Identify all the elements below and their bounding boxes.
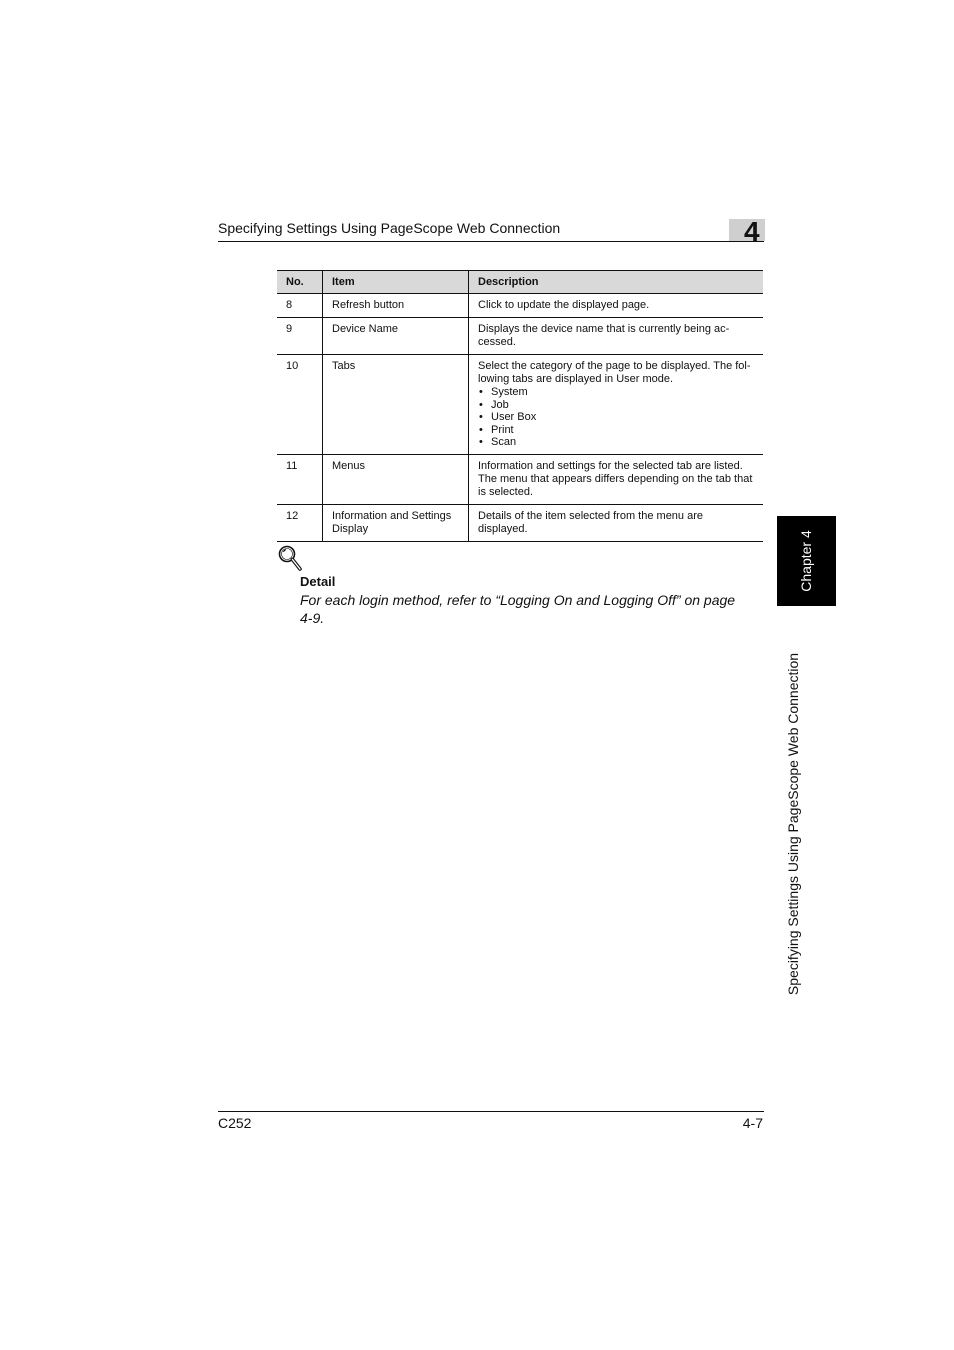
row-description: Click to update the displayed page. [469, 294, 764, 318]
footer-rule [218, 1111, 764, 1112]
side-section-caption: Specifying Settings Using PageScope Web Connection [785, 652, 801, 996]
table-header-row [277, 271, 763, 294]
list-item: • Print [478, 424, 755, 437]
row-no: 12 [277, 504, 323, 541]
row-description: Displays the device name that is currently being ac-cessed. [469, 318, 764, 355]
column-header-description: Description [469, 271, 764, 294]
header-title: Specifying Settings Using PageScope Web Connection [218, 220, 561, 236]
row-description-cell [469, 355, 764, 455]
row-description: Information and settings for the selected tab are listed. The menu that appears differs depending on the tab that is selected. [469, 454, 764, 504]
row-no: 10 [277, 355, 323, 455]
list-item: • Job [478, 399, 755, 412]
row-no: 8 [277, 294, 323, 318]
tab-list [478, 386, 755, 449]
header-rule [218, 241, 764, 242]
row-no: 11 [277, 454, 323, 504]
row-item: Menus [323, 454, 469, 504]
row-item: Tabs [323, 355, 469, 455]
footer-model: C252 [218, 1115, 252, 1131]
row-item: Information and Settings Display [323, 504, 469, 541]
table-row [277, 504, 763, 541]
row-description: Details of the item selected from the menu are displayed. [469, 504, 764, 541]
table-row [277, 294, 763, 318]
detail-label: Detail [300, 574, 336, 589]
chapter-side-tab-label: Chapter 4 [798, 530, 814, 592]
chapter-number: 4 [744, 216, 760, 247]
row-no: 9 [277, 318, 323, 355]
row-item: Refresh button [323, 294, 469, 318]
row-item: Device Name [323, 318, 469, 355]
list-item: • System [478, 386, 755, 399]
table-row [277, 454, 763, 504]
footer-page-number: 4-7 [742, 1115, 763, 1131]
list-item: • User Box [478, 411, 755, 424]
table-row [277, 355, 763, 455]
column-header-no: No. [277, 271, 323, 294]
table-row [277, 318, 763, 355]
detail-text: For each login method, refer to “Logging On and Logging Off” on page 4-9. [300, 592, 736, 626]
column-header-item: Item [323, 271, 469, 294]
item-description-table [277, 270, 763, 542]
magnifier-icon [277, 544, 303, 574]
list-item: • Scan [478, 436, 755, 449]
row-description: Select the category of the page to be displayed. The fol-lowing tabs are displayed in User mode. [478, 360, 751, 385]
